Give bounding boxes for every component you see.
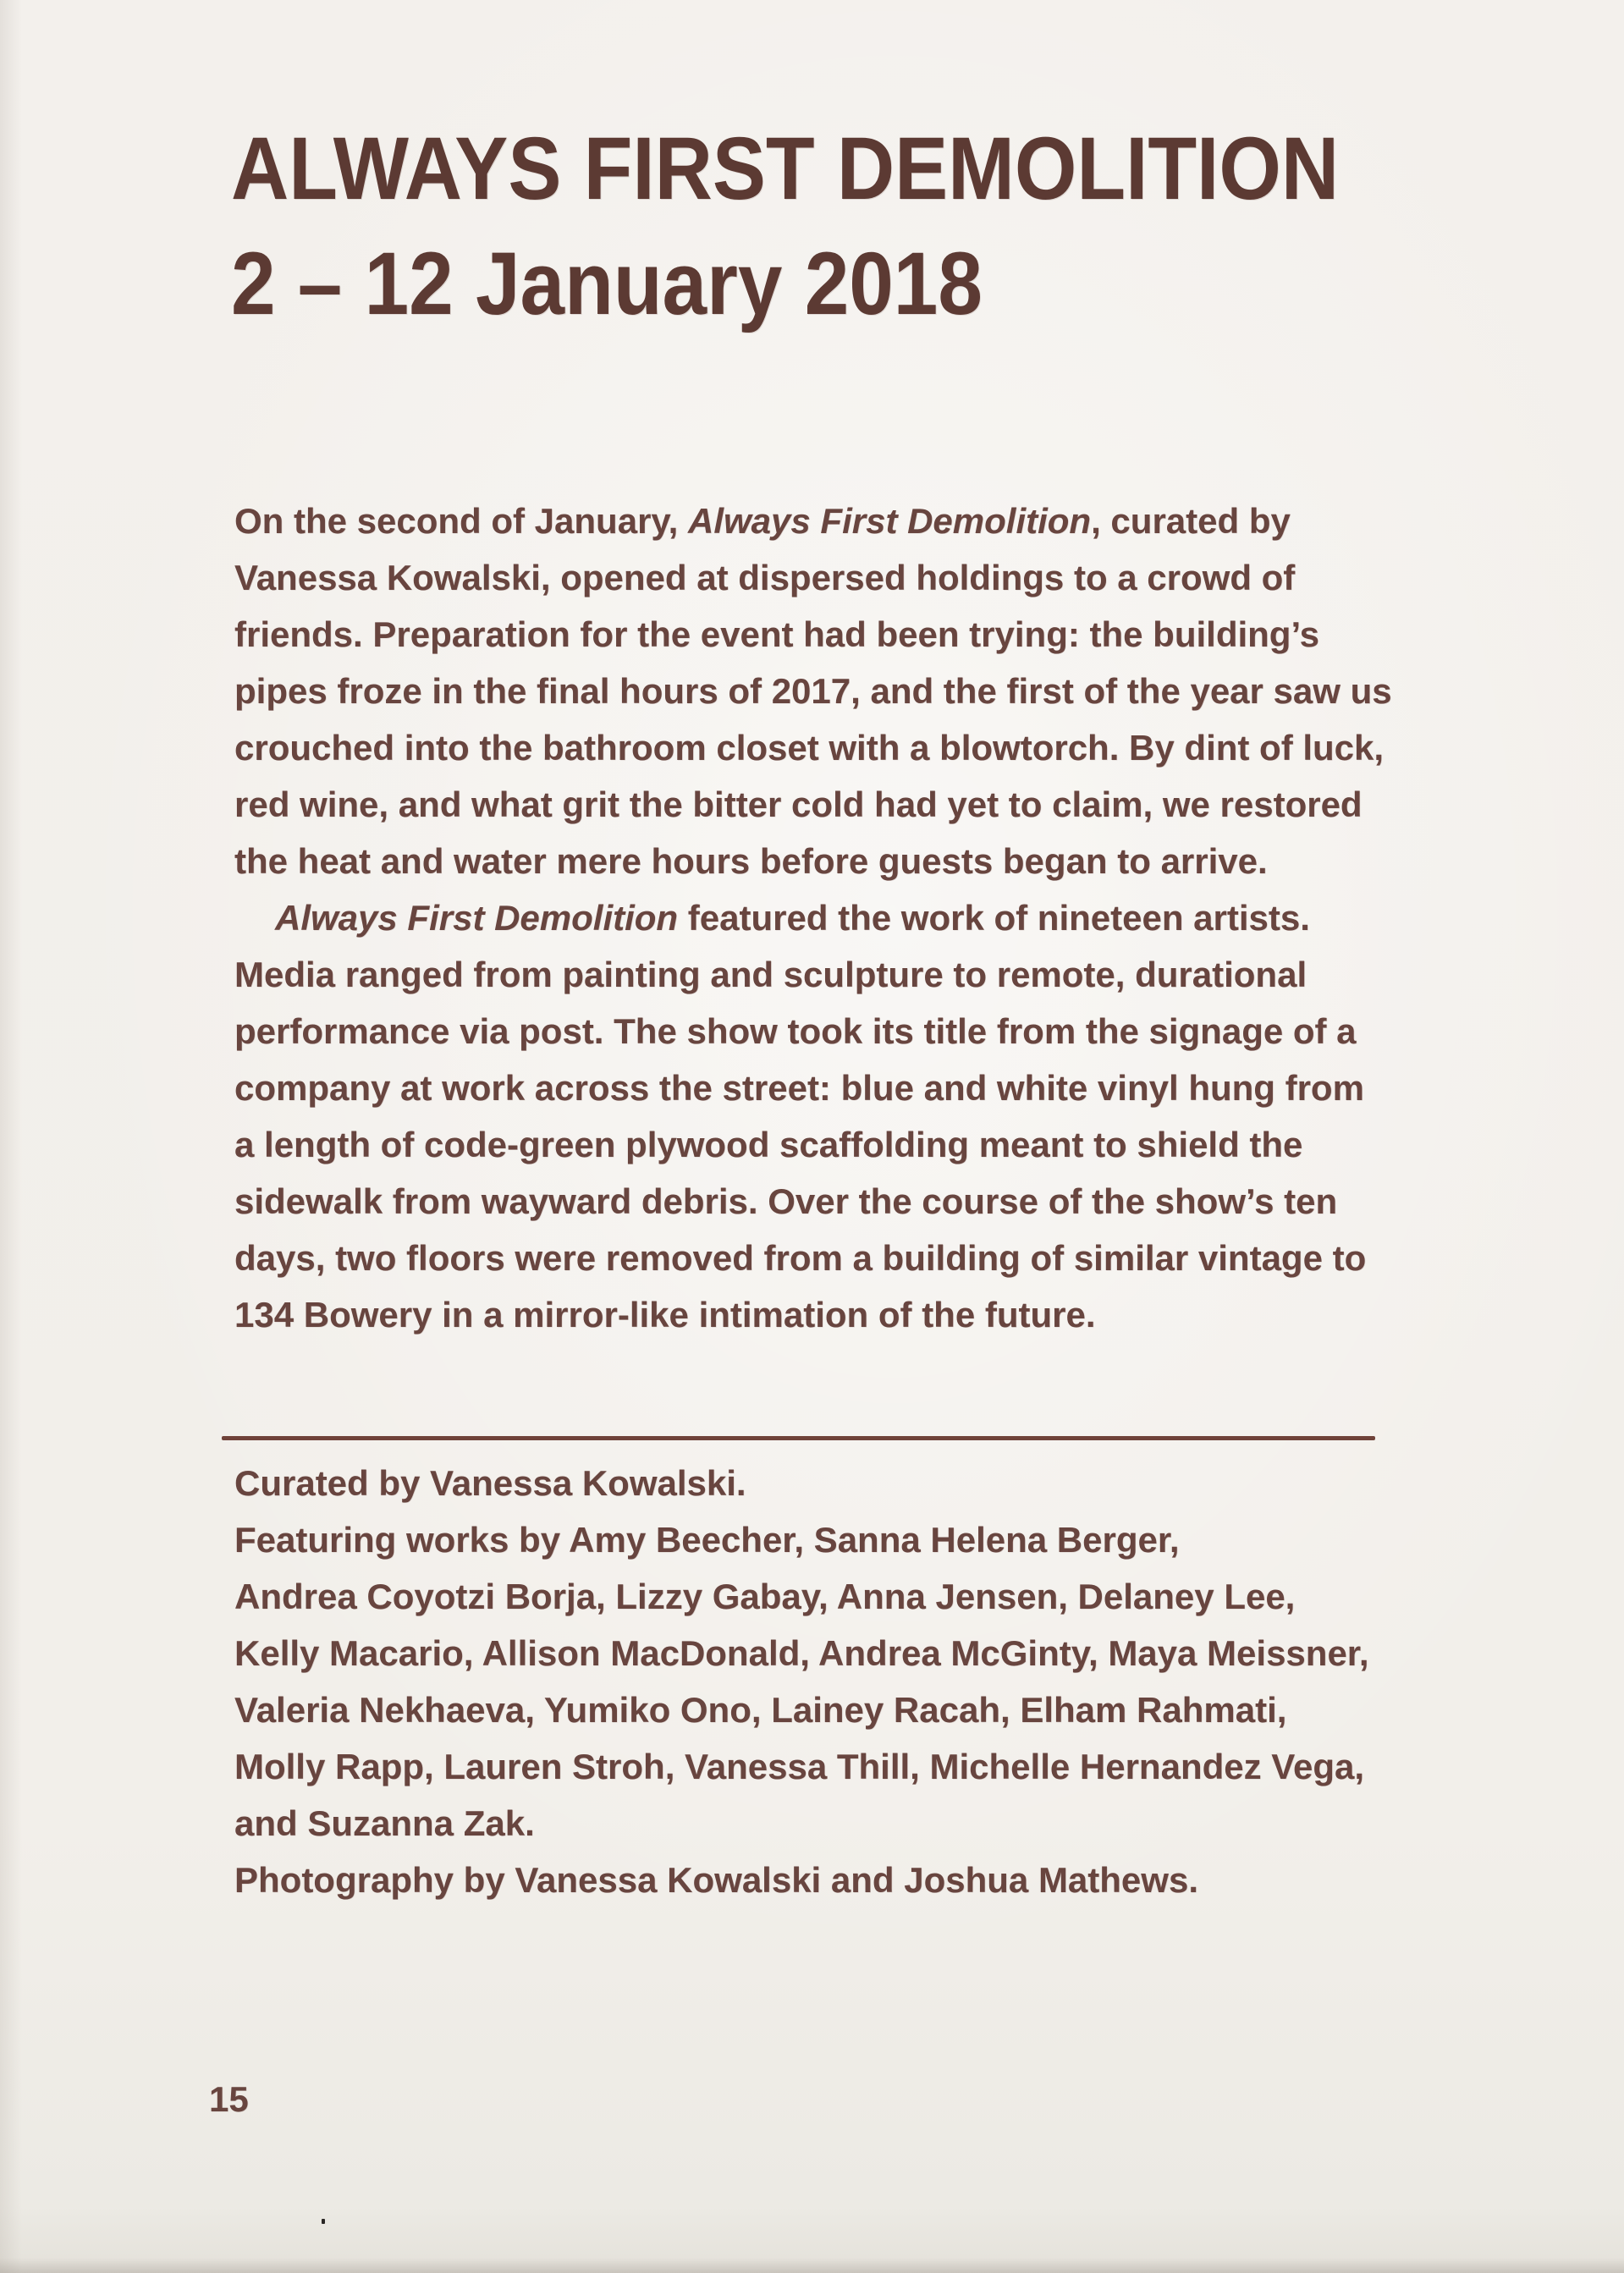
text-segment: crouched into the bathroom closet with a blowtorch. By dint of luck,	[234, 728, 1385, 768]
page-title	[231, 112, 1339, 342]
horizontal-rule-divider	[222, 1436, 1375, 1440]
text-segment: Featuring works by Amy Beecher, Sanna Helena Berger,	[234, 1520, 1180, 1560]
credits-text-line	[234, 1511, 1369, 1568]
body-text-line	[234, 663, 1392, 719]
body-text-line	[234, 776, 1392, 833]
text-segment: a length of code-green plywood scaffolding meant to shield the	[234, 1125, 1303, 1164]
credits-text-line	[234, 1738, 1369, 1795]
text-segment: featured the work of nineteen artists.	[678, 898, 1310, 938]
page-number: 15	[209, 2079, 249, 2119]
credits-text-line	[234, 1455, 1369, 1511]
text-segment: pipes froze in the final hours of 2017, and the first of the year saw us	[234, 671, 1392, 711]
text-segment: Molly Rapp, Lauren Stroh, Vanessa Thill, Michelle Hernandez Vega,	[234, 1747, 1365, 1786]
body-text-line	[234, 833, 1392, 889]
text-segment: Kelly Macario, Allison MacDonald, Andrea McGinty, Maya Meissner,	[234, 1633, 1369, 1673]
scan-bottom-shading	[0, 2258, 1624, 2273]
scan-left-shading	[0, 0, 22, 2273]
body-text-line	[234, 1116, 1392, 1173]
exhibition-title-italic: Always First Demolition	[275, 898, 679, 938]
body-text-line	[234, 719, 1392, 776]
text-segment: performance via post. The show took its title from the signage of a	[234, 1011, 1357, 1051]
body-text-line	[234, 1286, 1392, 1343]
credits-text-line	[234, 1625, 1369, 1681]
text-segment: sidewalk from wayward debris. Over the course of the show’s ten	[234, 1181, 1338, 1221]
text-segment: , curated by	[1091, 501, 1291, 541]
body-text-line	[234, 1059, 1392, 1116]
credits-text-line	[234, 1852, 1369, 1908]
exhibition-credits-text	[234, 1455, 1369, 1908]
text-segment: Andrea Coyotzi Borja, Lizzy Gabay, Anna Jensen, Delaney Lee,	[234, 1577, 1296, 1616]
credits-text-line	[234, 1681, 1369, 1738]
text-segment: Photography by Vanessa Kowalski and Joshua Mathews.	[234, 1860, 1198, 1900]
body-text-line	[234, 1173, 1392, 1230]
scan-dust-speck	[322, 2219, 325, 2224]
text-segment: company at work across the street: blue and white vinyl hung from	[234, 1068, 1364, 1108]
text-segment: friends. Preparation for the event had been trying: the building’s	[234, 614, 1319, 654]
text-segment: and Suzanna Zak.	[234, 1803, 535, 1843]
body-text-line	[234, 493, 1392, 549]
page-title-line1: ALWAYS FIRST DEMOLITION	[231, 119, 1340, 218]
text-segment: red wine, and what grit the bitter cold had yet to claim, we restored	[234, 784, 1363, 824]
text-segment: the heat and water mere hours before guests began to arrive.	[234, 841, 1268, 881]
text-segment: Valeria Nekhaeva, Yumiko Ono, Lainey Racah, Elham Rahmati,	[234, 1690, 1287, 1730]
body-text-line	[234, 1003, 1392, 1059]
body-text-line	[234, 889, 1392, 946]
body-text-line	[234, 606, 1392, 663]
text-segment: days, two floors were removed from a building of similar vintage to	[234, 1238, 1367, 1278]
body-text-line	[234, 549, 1392, 606]
text-segment: On the second of January,	[234, 501, 688, 541]
credits-text-line	[234, 1568, 1369, 1625]
exhibition-dates: 2 – 12 January 2018	[231, 234, 983, 333]
text-segment: Media ranged from painting and sculpture to remote, durational	[234, 955, 1307, 994]
body-text-line	[234, 1230, 1392, 1286]
credits-text-line	[234, 1795, 1369, 1852]
text-segment: 134 Bowery in a mirror-like intimation of the future.	[234, 1295, 1096, 1335]
essay-body-text	[234, 493, 1392, 1343]
exhibition-title-italic: Always First Demolition	[688, 501, 1092, 541]
text-segment: Curated by Vanessa Kowalski.	[234, 1463, 746, 1503]
text-segment: Vanessa Kowalski, opened at dispersed holdings to a crowd of	[234, 558, 1296, 597]
body-text-line	[234, 946, 1392, 1003]
